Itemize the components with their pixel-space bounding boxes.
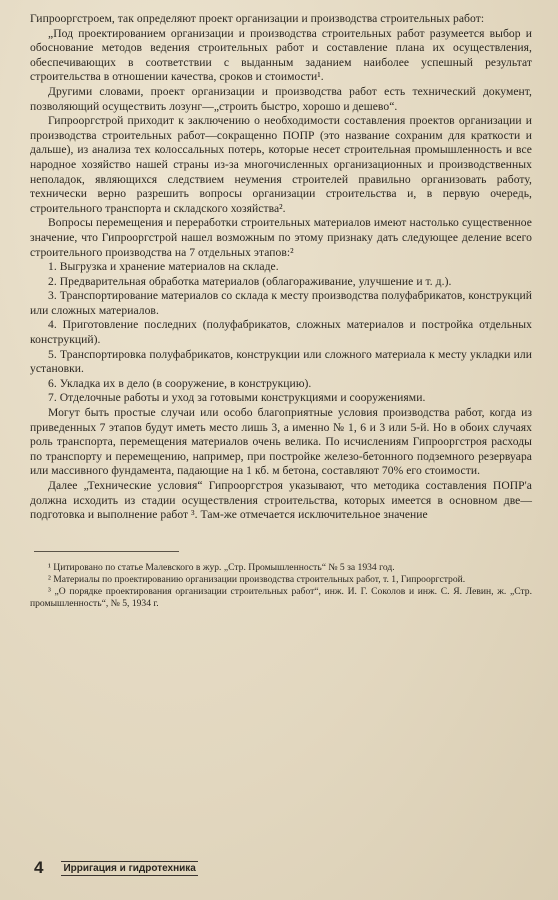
footnote: ² Материалы по проектированию организации производства строительных работ, т. 1, Гипрооргстрой. bbox=[48, 573, 466, 585]
list-item: 7. Отделочные работы и уход за готовыми конструкциями и сооружениями. bbox=[48, 391, 426, 405]
list-item: 5. Транспортировка полуфабрикатов, конструкции или сложного материала к месту укладки или установки. bbox=[30, 347, 532, 376]
paragraph: Могут быть простые случаи или особо благоприятные условия производства работ, когда из приведенных 7 этапов будут иметь место лишь 3, а именно № 1, 6 и 3 или 5-й. Но в обоих случаях роль транспорта, перемещения материалов очень велика. По исчислениям Гипрооргстроя расходы по транспорту и перемещению, например, при постройке железо-бетонного подземного резервуара или массивного фундамента, падающие на 1 кб. м бетона, составляют 70% его стоимости. bbox=[30, 406, 532, 478]
list-item: 4. Приготовление последних (полуфабрикатов, сложных материалов и постройка отдельных конструкций). bbox=[30, 318, 532, 347]
journal-title: Ирригация и гидротехника bbox=[63, 862, 196, 874]
paragraph: Вопросы перемещения и переработки строительных материалов имеют настолько существенное значение, что Гипрооргстрой нашел возможным по этому признаку дать следующее деление всего строительного производства на 7 отдельных этапов:² bbox=[30, 216, 532, 259]
list-item: 3. Транспортирование материалов со склада к месту производства полуфабрикатов, конструкций или сложных материалов. bbox=[30, 289, 532, 317]
list-item: 1. Выгрузка и хранение материалов на складе. bbox=[48, 260, 279, 274]
main-text bbox=[30, 12, 532, 523]
list-item: 6. Укладка их в дело (в сооружение, в конструкцию). bbox=[48, 376, 312, 390]
footnote: ¹ Цитировано по статье Малевского в жур. „Стр. Промышленность“ № 5 за 1934 год. bbox=[48, 561, 395, 573]
paragraph: Гипрооргстрой приходит к заключению о необходимости составления проектов организации и производства строительных работ—сокращенно ПОПР (это название сохраним для краткости и дальше), из анализа тех колоссальных потерь, которые несет строительная промышленность и все народное хозяйство нашей страны из-за многочисленных организационных и производственных неполадок, являющихся следствием неумения строителей правильно организовать работу, технически верно разрешить вопросы организации строительства и, в первую очередь, строительного транспорта и складского хозяйства². bbox=[30, 114, 532, 215]
page-footer bbox=[34, 858, 234, 878]
stages-list bbox=[30, 260, 532, 406]
footnotes bbox=[30, 562, 532, 611]
footnote: ³ „О порядке проектирования организации строительных работ“, инж. И. Г. Соколов и инж. С. Я. Левин, ж. „Стр. промышленность“, № 5, 1934 г. bbox=[30, 586, 532, 610]
footnote-divider bbox=[34, 551, 179, 552]
quote-paragraph: „Под проектированием организации и производства строительных работ разумеется выбор и обоснование методов ведения строительных работ и составление плана их осуществления, обеспечивающих в соответствии с выданным заданием наиболее успешный результат строительства в отношении качества, сроков и стоимости¹. bbox=[30, 26, 532, 84]
paragraph: Другими словами, проект организации и производства работ есть технический документ, позволяющий осуществить лозунг—„строить быстро, хорошо и дешево“. bbox=[30, 84, 532, 113]
paragraph: Далее „Технические условия“ Гипрооргстроя указывают, что методика составления ПОПР'а должна исходить из стадии осуществления строительства, которых имеется в основном две—подготовка и выполнение работ ³. Там-же отмечается исключительное значение bbox=[30, 479, 532, 522]
paragraph: Гипрооргстроем, так определяют проект организации и производства строительных работ: bbox=[30, 12, 485, 25]
list-item: 2. Предварительная обработка материалов (облагораживание, улучшение и т. д.). bbox=[48, 274, 452, 288]
page-number: 4 bbox=[34, 858, 44, 877]
